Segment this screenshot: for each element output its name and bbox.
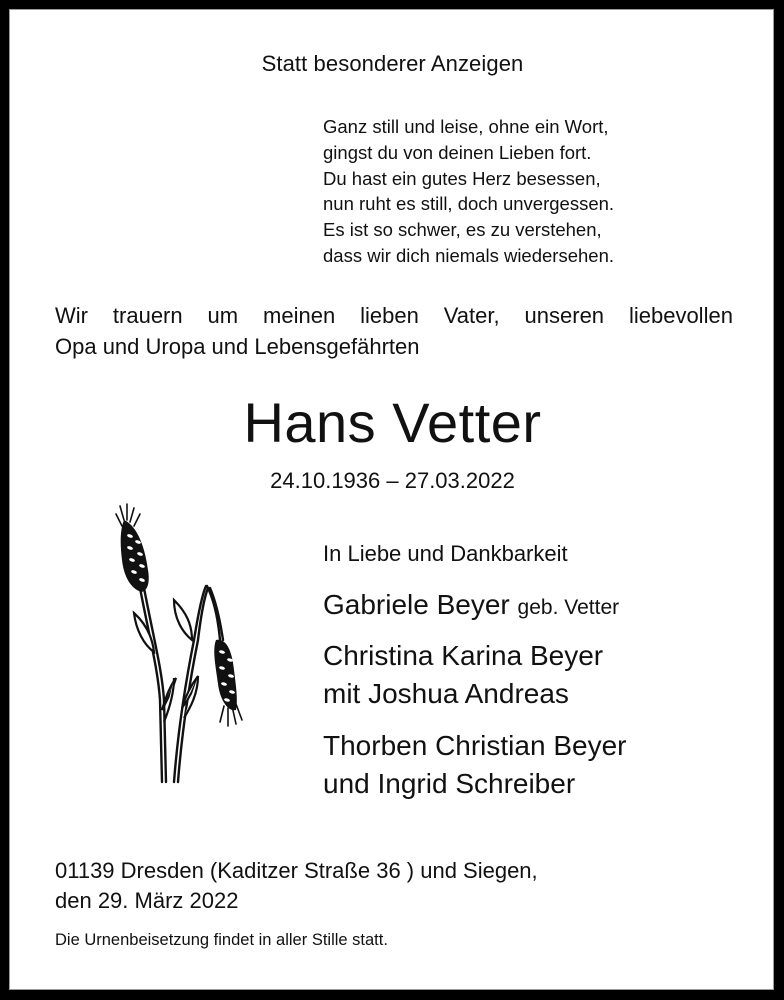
intro-word: um	[207, 303, 239, 328]
notice-header: Statt besonderer Anzeigen	[261, 51, 524, 76]
deceased-name: Hans Vetter	[243, 391, 542, 454]
intro-line-2: Opa und Uropa und Lebensgefährten	[55, 334, 420, 359]
mourner-maiden-name: geb. Vetter	[517, 596, 620, 619]
intro-word: meinen	[263, 303, 336, 328]
intro-word: trauern	[112, 303, 183, 328]
mourner-name: Gabriele Beyer	[323, 589, 510, 620]
intro-word: lieben	[360, 303, 419, 328]
intro-word: liebevollen	[628, 303, 733, 328]
poem-line: gingst du von deinen Lieben fort.	[323, 141, 592, 163]
mourner-2	[323, 637, 603, 713]
signoff: In Liebe und Dankbarkeit	[323, 541, 568, 566]
intro-word: unseren	[524, 303, 605, 328]
wheat-ears-icon	[94, 500, 244, 785]
intro-line-1	[55, 300, 733, 331]
poem-line: Es ist so schwer, es zu verstehen,	[323, 219, 602, 241]
poem-line: Du hast ein gutes Herz besessen,	[323, 167, 601, 189]
poem-line: Ganz still und leise, ohne ein Wort,	[323, 116, 609, 137]
poem-line: nun ruht es still, doch unvergessen.	[323, 193, 615, 215]
obituary-notice	[9, 9, 774, 990]
mourner-1	[323, 586, 619, 627]
life-dates: 24.10.1936 – 27.03.2022	[270, 468, 515, 493]
mourner-companion: und Ingrid Schreiber	[323, 768, 576, 799]
address-block	[55, 856, 538, 916]
intro-word: Vater,	[443, 303, 500, 328]
mourner-name: Christina Karina Beyer	[323, 640, 604, 671]
address-line: 01139 Dresden (Kaditzer Straße 36 ) und Siegen,	[55, 858, 538, 883]
poem	[323, 114, 614, 269]
intro-word: Wir	[55, 303, 88, 328]
mourner-name: Thorben Christian Beyer	[323, 730, 627, 761]
intro-text	[55, 300, 733, 362]
notice-date: den 29. März 2022	[55, 888, 239, 913]
mourner-companion: mit Joshua Andreas	[323, 678, 569, 709]
poem-line: dass wir dich niemals wiedersehen.	[323, 244, 614, 266]
mourner-3	[323, 727, 626, 803]
burial-note: Die Urnenbeisetzung findet in aller Stille statt.	[55, 931, 388, 949]
